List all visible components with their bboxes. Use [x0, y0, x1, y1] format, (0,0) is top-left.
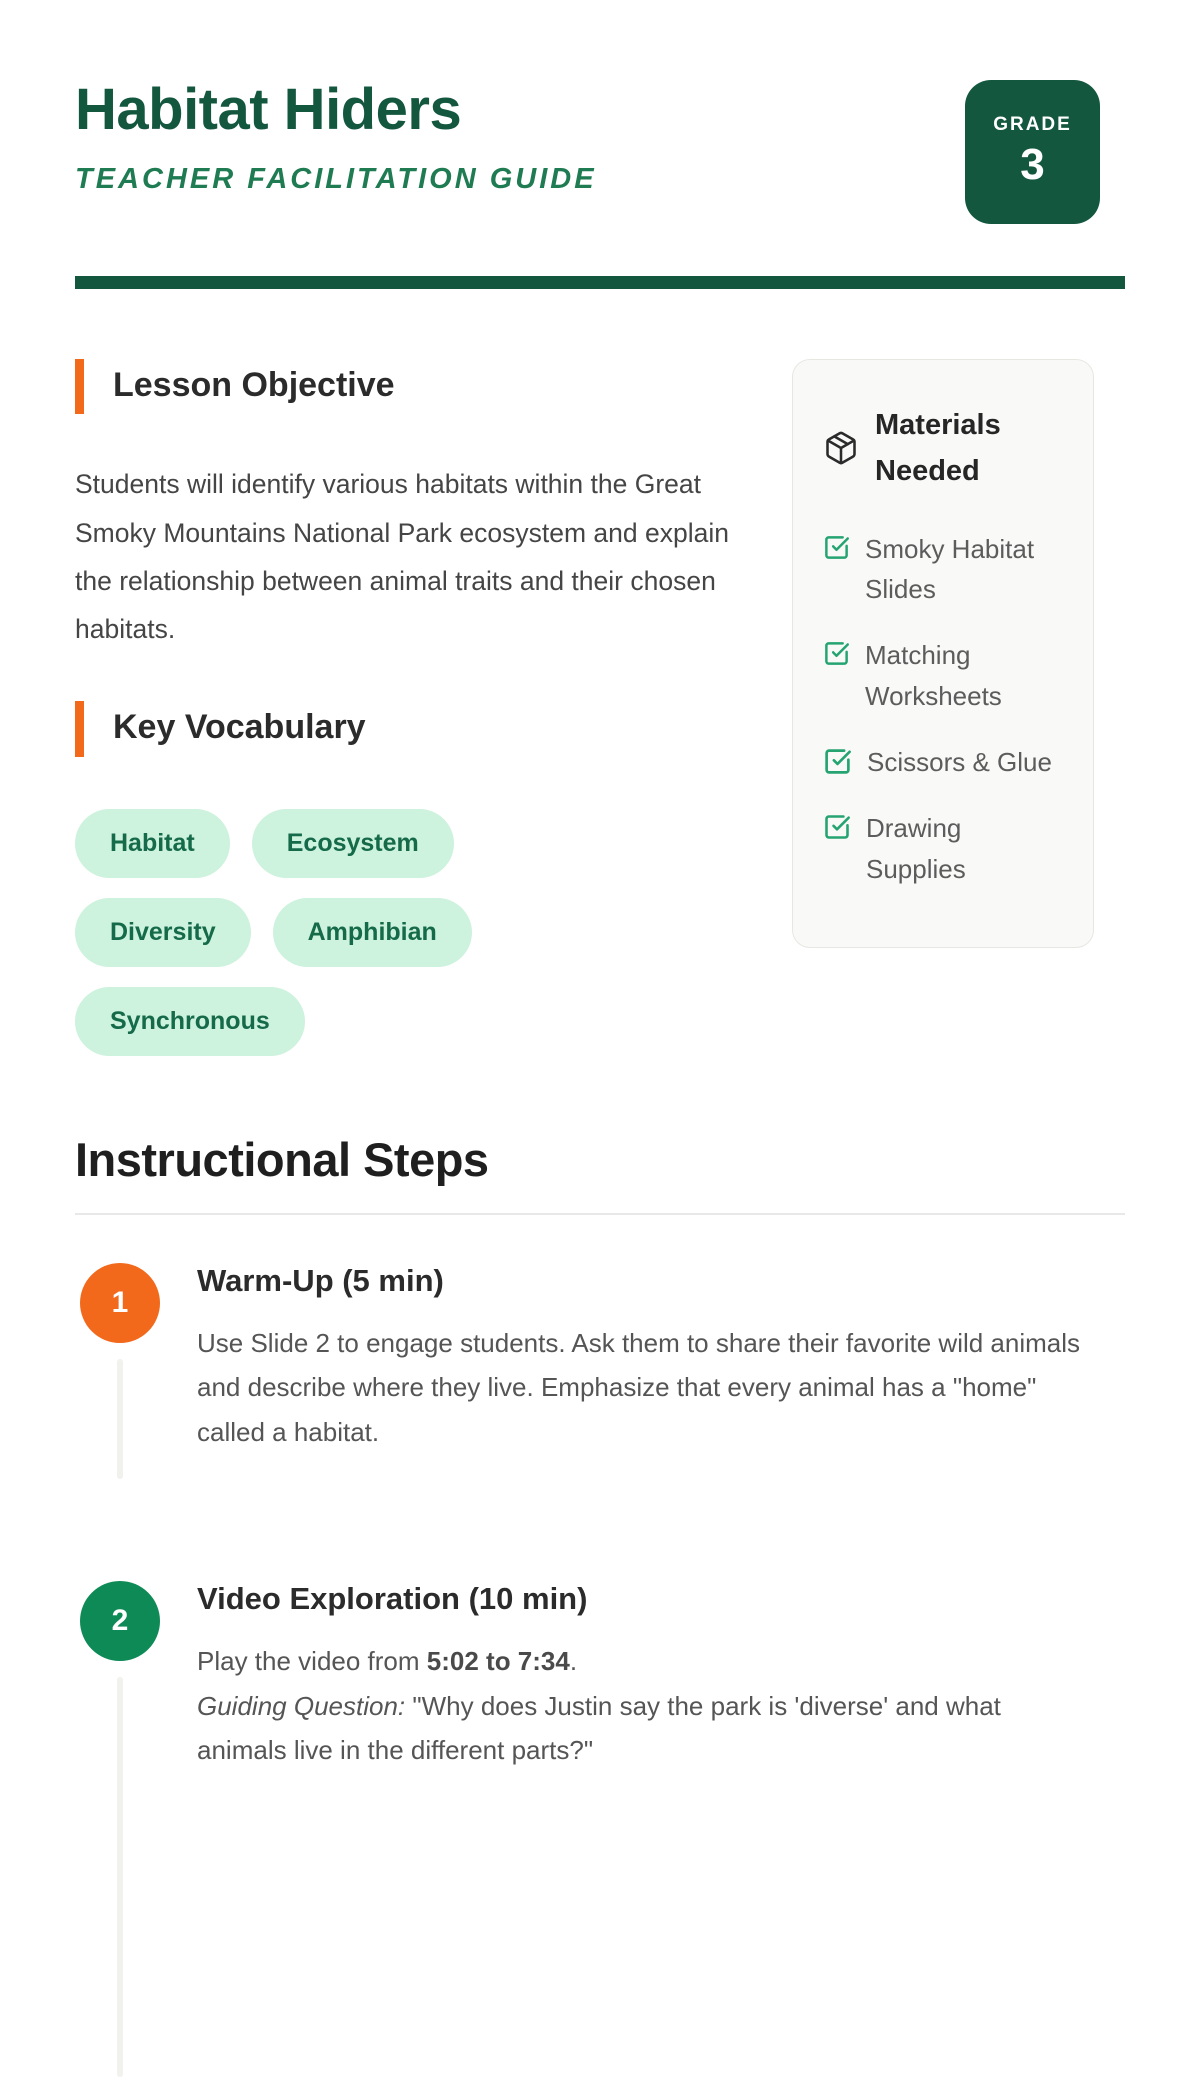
guiding-question	[197, 1684, 1082, 1773]
material-item-label: Drawing Supplies	[866, 813, 966, 884]
step-number: 1	[111, 1285, 129, 1319]
materials-heading: Materials Needed	[875, 409, 1001, 488]
guiding-question-text: "Why does Justin say the park is 'diverse' and what animals live in the different parts?"	[197, 1690, 1001, 1766]
materials-card-header	[823, 402, 1063, 495]
material-item	[823, 635, 1063, 716]
grade-badge-label: GRADE	[993, 114, 1072, 135]
step-body-text: Play the video from 5:02 to 7:34.	[197, 1645, 578, 1676]
vocabulary-pill: Diversity	[75, 898, 251, 967]
step-warm-up	[75, 1263, 1125, 1455]
step-number-badge	[80, 1581, 160, 1661]
main-columns	[75, 359, 1125, 1056]
material-item	[823, 529, 1063, 610]
materials-card	[792, 359, 1094, 948]
package-icon	[823, 430, 859, 466]
material-item-label: Matching Worksheets	[865, 640, 1002, 711]
step-content	[197, 1263, 1125, 1455]
material-item	[823, 742, 1063, 782]
step-content	[197, 1581, 1125, 1773]
step-connector-line	[117, 1359, 123, 1479]
step-number-badge	[80, 1263, 160, 1343]
vocabulary-pill: Amphibian	[273, 898, 472, 967]
step-title: Video Exploration (10 min)	[197, 1580, 588, 1616]
vocabulary-pill-list	[75, 809, 635, 1056]
lesson-objective-text: Students will identify various habitats within the Great Smoky Mountains National Park ecosystem and explain the relationship between animal traits and their chosen habitats.	[75, 469, 729, 645]
steps-divider	[75, 1213, 1125, 1215]
step-title: Warm-Up (5 min)	[197, 1262, 444, 1298]
page-title: Habitat Hiders	[75, 77, 462, 142]
check-square-icon	[823, 534, 850, 561]
step-body	[197, 1639, 1082, 1773]
guiding-question-label: Guiding Question:	[197, 1690, 406, 1721]
step-number: 2	[111, 1603, 129, 1637]
vocabulary-pill: Synchronous	[75, 987, 305, 1056]
vocabulary-pill: Ecosystem	[252, 809, 454, 878]
material-item-label: Smoky Habitat Slides	[865, 533, 1035, 605]
materials-list	[823, 529, 1063, 889]
page-subtitle: TEACHER FACILITATION GUIDE	[75, 162, 597, 195]
page-header	[75, 0, 1125, 224]
left-column	[75, 359, 740, 1056]
step-video-exploration	[75, 1581, 1125, 1773]
instructional-steps-heading: Instructional Steps	[75, 1132, 489, 1186]
step-body	[197, 1321, 1082, 1455]
step-connector-line	[117, 1677, 123, 2077]
check-square-icon	[823, 747, 852, 776]
vocabulary-pill: Habitat	[75, 809, 230, 878]
check-square-icon	[823, 813, 851, 841]
header-divider	[75, 276, 1125, 289]
lesson-objective-heading: Lesson Objective	[75, 359, 740, 414]
video-timestamp: 5:02 to 7:34	[426, 1645, 570, 1676]
material-item-label: Scissors & Glue	[867, 746, 1052, 777]
header-text-block	[75, 77, 597, 196]
grade-badge	[965, 80, 1100, 224]
key-vocabulary-heading: Key Vocabulary	[75, 701, 740, 756]
grade-badge-value: 3	[1020, 140, 1045, 189]
check-square-icon	[823, 640, 850, 667]
step-body-text: Use Slide 2 to engage students. Ask them to share their favorite wild animals and describe where they live. Emphasize that every animal has a "home" called a habitat.	[197, 1327, 1081, 1448]
material-item	[823, 808, 1063, 889]
